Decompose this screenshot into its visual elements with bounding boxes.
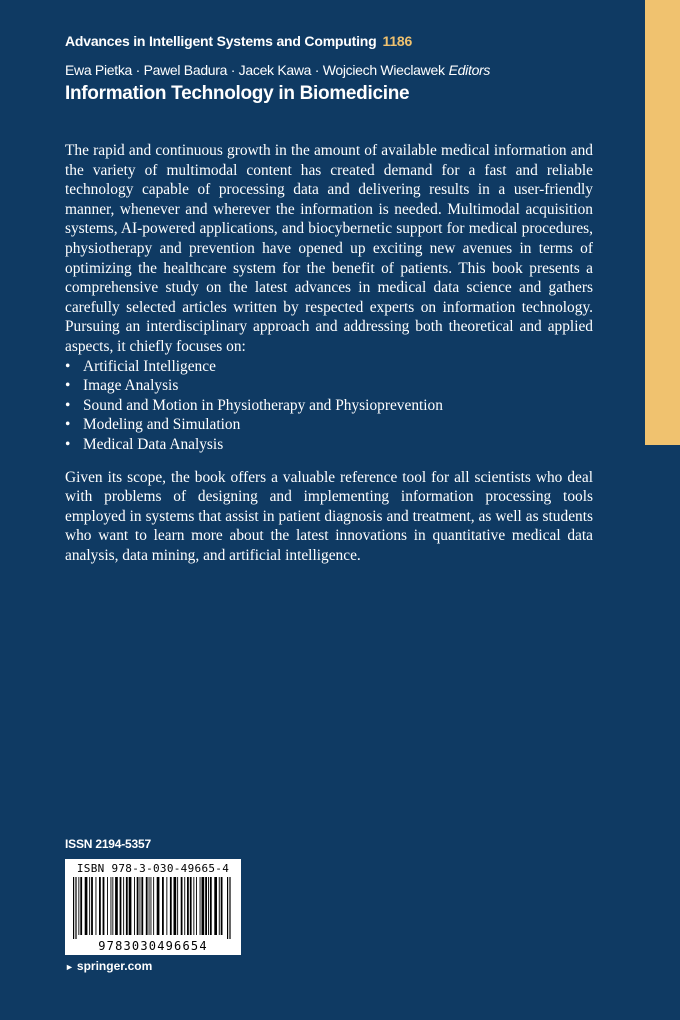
series-name: Advances in Intelligent Systems and Computing <box>65 33 377 49</box>
topic-item: • Artificial Intelligence <box>65 357 216 375</box>
topic-item: • Modeling and Simulation <box>65 416 241 434</box>
publisher-url: springer.com <box>76 959 153 973</box>
accent-bar <box>645 0 680 445</box>
topic-list <box>65 357 593 455</box>
bullet-icon: • <box>65 435 71 453</box>
publisher-link[interactable] <box>65 959 152 973</box>
barcode <box>65 859 241 955</box>
bullet-icon: • <box>65 357 71 375</box>
issn: ISSN 2194-5357 <box>65 837 151 851</box>
isbn-text: ISBN 978-3-030-49665-4 <box>76 862 230 875</box>
barcode-bars-icon <box>71 877 235 939</box>
bullet-icon: • <box>65 396 71 414</box>
series-number: 1186 <box>382 33 413 49</box>
arrow-right-icon: ► <box>65 962 74 972</box>
editors-names: Ewa Pietka · Pawel Badura · Jacek Kawa · Wojciech Wieclawek <box>65 62 445 78</box>
bullet-icon: • <box>65 416 71 434</box>
ean-text: 9783030496654 <box>98 939 208 953</box>
topic-item: • Image Analysis <box>65 377 179 395</box>
blurb-paragraph-1: The rapid and continuous growth in the amount of available medical information and the variety of multimodal content has created demand for a fast and reliable technology capable of processing data and delivering results in a user-friendly manner, whenever and wherever the information is needed. Multimodal acquisition systems, AI-powered applications, and biocybernetic support for medical procedures, physiotherapy and prevention have opened up exciting new avenues in terms of optimizing the healthcare system for the benefit of patients. This book presents a comprehensive study on the latest advances in medical data science and gathers carefully selected articles written by respected experts on information technology. Pursuing an interdisciplinary approach and addressing both theoretical and applied aspects, it chiefly focuses on: <box>65 142 593 355</box>
book-title: Information Technology in Biomedicine <box>65 83 410 104</box>
series-line <box>65 33 412 49</box>
editors-role: Editors <box>448 62 491 78</box>
bullet-icon: • <box>65 377 71 395</box>
topic-item: • Sound and Motion in Physiotherapy and Physioprevention <box>65 396 443 414</box>
blurb-paragraph-2: Given its scope, the book offers a valuable reference tool for all scientists who deal with problems of designing and implementing information processing tools employed in systems that assist in patient diagnosis and treatment, as well as students who want to learn more about the latest innovations in quantitative medical data analysis, data mining, and artificial intelligence. <box>65 468 593 564</box>
editors-line <box>65 62 490 78</box>
blurb <box>65 141 593 565</box>
topic-item: • Medical Data Analysis <box>65 435 224 453</box>
